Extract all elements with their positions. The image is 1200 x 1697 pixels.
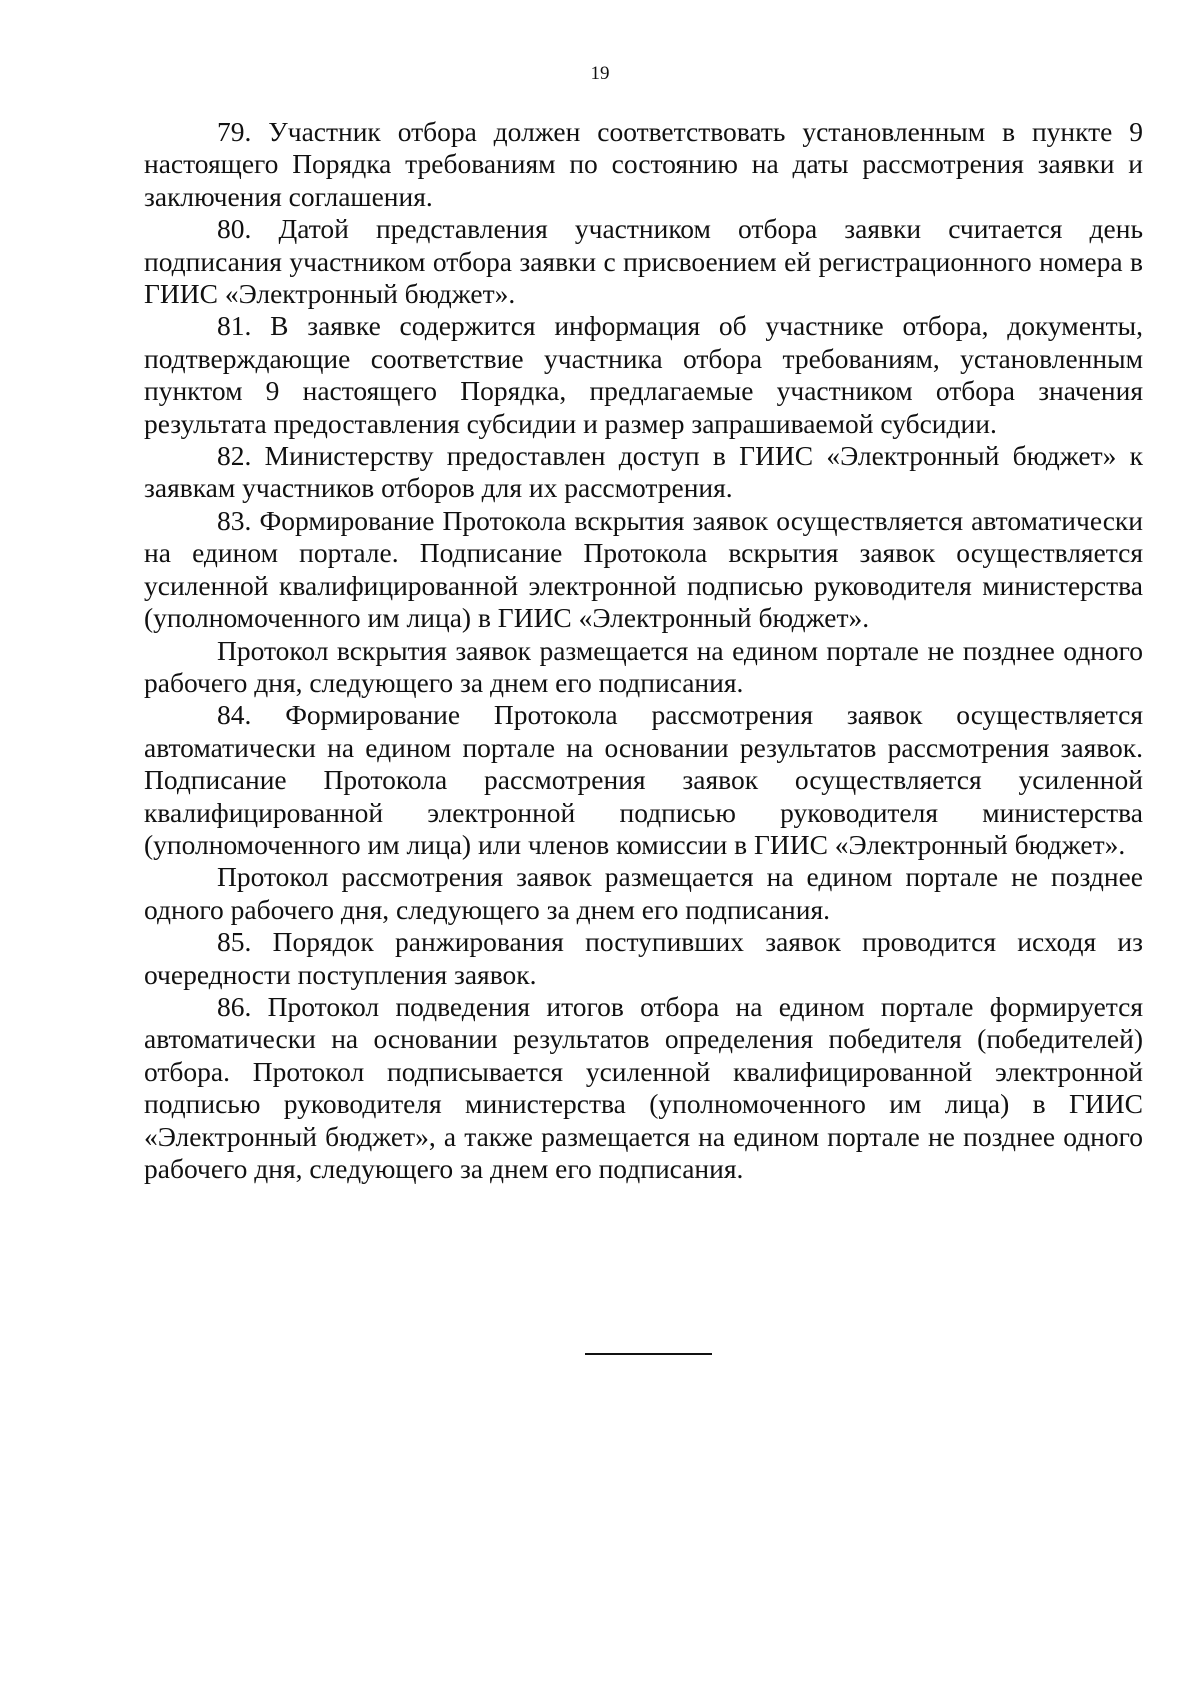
paragraph-86: 86. Протокол подведения итогов отбора на едином портале формируется автоматически на основании результатов определения победителя (победителей) отбора. Протокол подписывается усиленной квалифицированной электронной подписью руководителя министерства (уполномоченного им лица) в ГИИС «Электронный бюджет», а также размещается на едином портале не позднее одного рабочего дня, следующего за днем его подписания. — [144, 990, 1143, 1184]
paragraph-83: 83. Формирование Протокола вскрытия заявок осуществляется автоматически на едином портале. Подписание Протокола вскрытия заявок осуществляется усиленной квалифицированной электронной подписью руководителя министерства (уполномоченного им лица) в ГИИС «Электронный бюджет». — [144, 504, 1143, 634]
paragraph-82: 82. Министерству предоставлен доступ в ГИИС «Электронный бюджет» к заявкам участников отборов для их рассмотрения. — [144, 440, 1143, 504]
document-body — [144, 116, 1143, 1185]
paragraph-85: 85. Порядок ранжирования поступивших заявок проводится исходя из очередности поступления заявок. — [144, 926, 1143, 990]
paragraph-79: 79. Участник отбора должен соответствовать установленным в пункте 9 настоящего Порядка требованиям по состоянию на даты рассмотрения заявки и заключения соглашения. — [144, 116, 1143, 212]
paragraph-81: 81. В заявке содержится информация об участнике отбора, документы, подтверждающие соответствие участника отбора требованиям, установленным пунктом 9 настоящего Порядка, предлагаемые участником отбора значения результата предоставления субсидии и размер запрашиваемой субсидии. — [144, 310, 1143, 439]
page-number: 19 — [590, 63, 610, 84]
end-divider-line — [585, 1353, 712, 1355]
paragraph-84: 84. Формирование Протокола рассмотрения заявок осуществляется автоматически на едином портале на основании результатов рассмотрения заявок. Подписание Протокола рассмотрения заявок осуществляется усиленной квалифицированной электронной подписью руководителя министерства (уполномоченного им лица) или членов комиссии в ГИИС «Электронный бюджет». — [144, 699, 1143, 860]
paragraph-83-protocol-note: Протокол вскрытия заявок размещается на едином портале не позднее одного рабочего дня, следующего за днем его подписания. — [144, 634, 1143, 698]
paragraph-84-protocol-note: Протокол рассмотрения заявок размещается на едином портале не позднее одного рабочего дня, следующего за днем его подписания. — [144, 861, 1143, 925]
paragraph-80: 80. Датой представления участником отбора заявки считается день подписания участником отбора заявки с присвоением ей регистрационного номера в ГИИС «Электронный бюджет». — [144, 213, 1143, 310]
